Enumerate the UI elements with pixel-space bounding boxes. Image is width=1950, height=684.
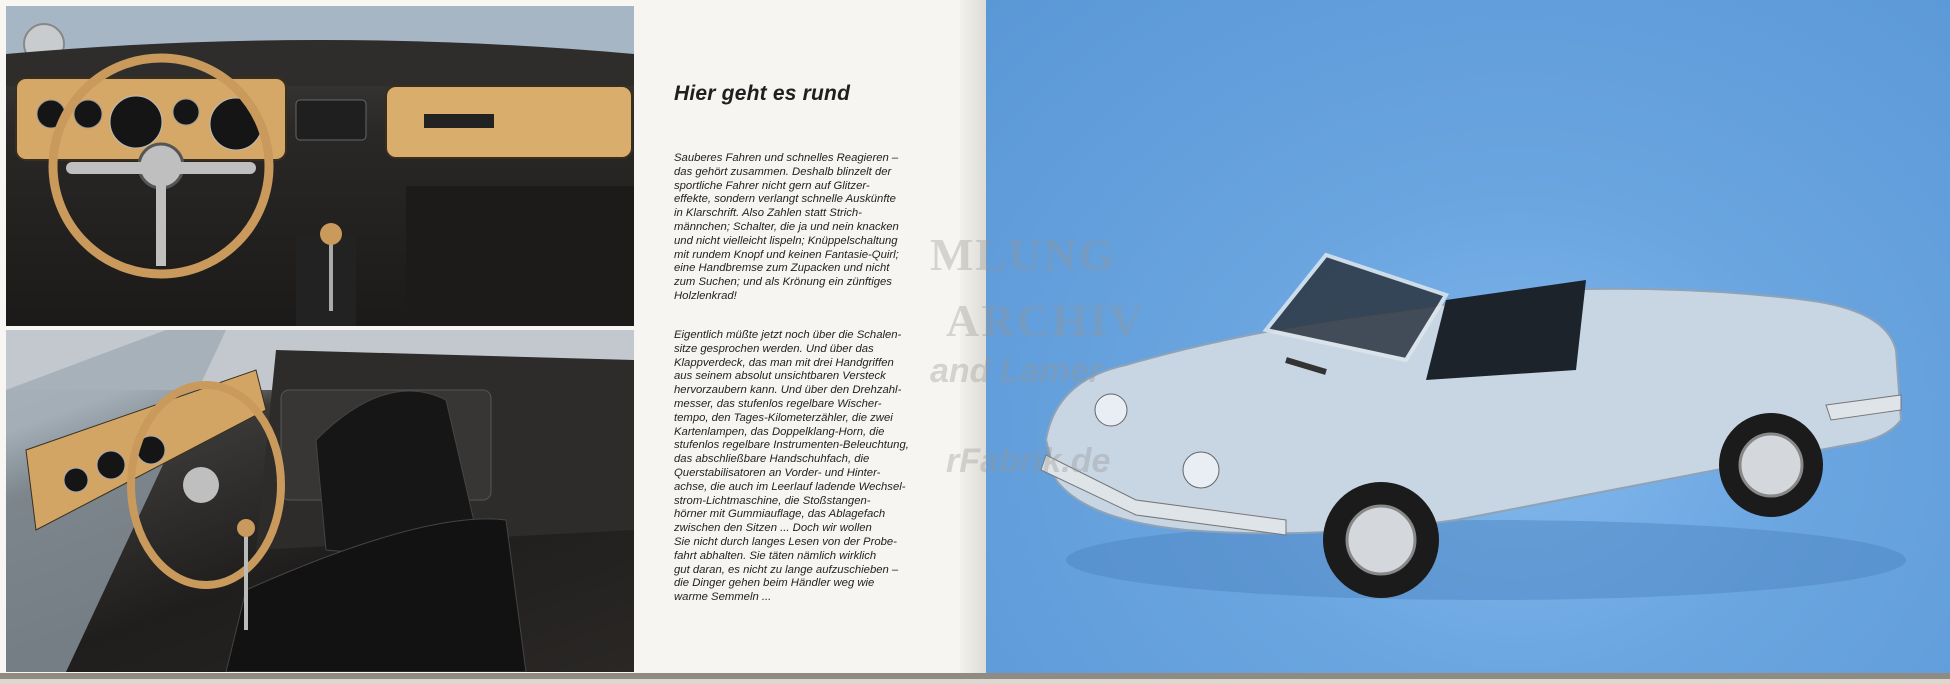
- glovebox-badge: [424, 114, 494, 128]
- seats-photo: [6, 330, 634, 672]
- headlight-left-icon: [1095, 394, 1127, 426]
- gear-knob-icon: [320, 223, 342, 245]
- page-heading: Hier geht es rund: [674, 82, 851, 105]
- seats-illustration: [6, 330, 634, 672]
- watermark-line-2: ARCHIV: [946, 295, 1145, 346]
- watermark-line-1: MLUNG: [930, 229, 1117, 280]
- dashboard-illustration: [6, 6, 634, 326]
- glovebox-panel: [386, 86, 632, 158]
- watermark-line-4: rFabrik.de: [946, 442, 1111, 480]
- gear-knob-2-icon: [237, 519, 255, 537]
- body-paragraph-1: Sauberes Fahren und schnelles Reagieren – das gehört zusammen. Deshalb blinzelt der sportliche Fahrer nicht gern auf Glitzer- effekte, sondern verlangt schnelle Auskünfte in Klarschrift. Also Zahlen statt Strich- männchen; Schalter, die ja und nein knacken und nicht vielleicht lispeln; Knüppelschaltung mit rundem Knopf und keinen Fantasie-Quirl; eine Handbremse zum Zupacken und nicht zum Suchen; und als Krönung ein zünftiges Holzlenkrad!: [674, 152, 899, 302]
- bottom-edge: [0, 673, 1950, 679]
- dashboard-photo: [6, 6, 634, 326]
- headlight-right-icon: [1183, 452, 1219, 488]
- text-page: [634, 0, 986, 679]
- radio-slot: [296, 100, 366, 140]
- cockpit-opening: [1426, 280, 1586, 380]
- body-paragraph-2: Eigentlich müßte jetzt noch über die Schalen- sitze gesprochen werden. Und über das Klappverdeck, das man mit drei Handgriffen aus seinem absolut unsichtbaren Versteck hervorzaubern kann. Und über den Drehzahl- messer, das stufenlos regelbare Wischer- tempo, den Tages-Kilometerzähler, die zwei Kartenlampen, das Doppelklang-Horn, die stufenlos regelbare Instrumenten-Beleuchtung, das abschließbare Handschuhfach, die Querstabilisatoren an Vorder- und Hinter- achse, die auch im Leerlauf ladende Wechsel- strom-Lichtmaschine, die Stoßstangen- hörner mit Gummiauflage, das Ablagefach zwischen den Sitzen ... Doch wir wollen Sie nicht durch langes Lesen von der Probe- fahrt abhalten. Sie täten nämlich wirklich gut daran, es nicht zu lange aufzuschieben – die Dinger gehen beim Händler weg wie warme Semmeln ...: [674, 329, 909, 604]
- gauge-3-icon: [173, 99, 199, 125]
- speedometer-icon: [110, 96, 162, 148]
- gauge-2-icon: [74, 100, 102, 128]
- watermark-line-3: and Lamer: [930, 352, 1102, 390]
